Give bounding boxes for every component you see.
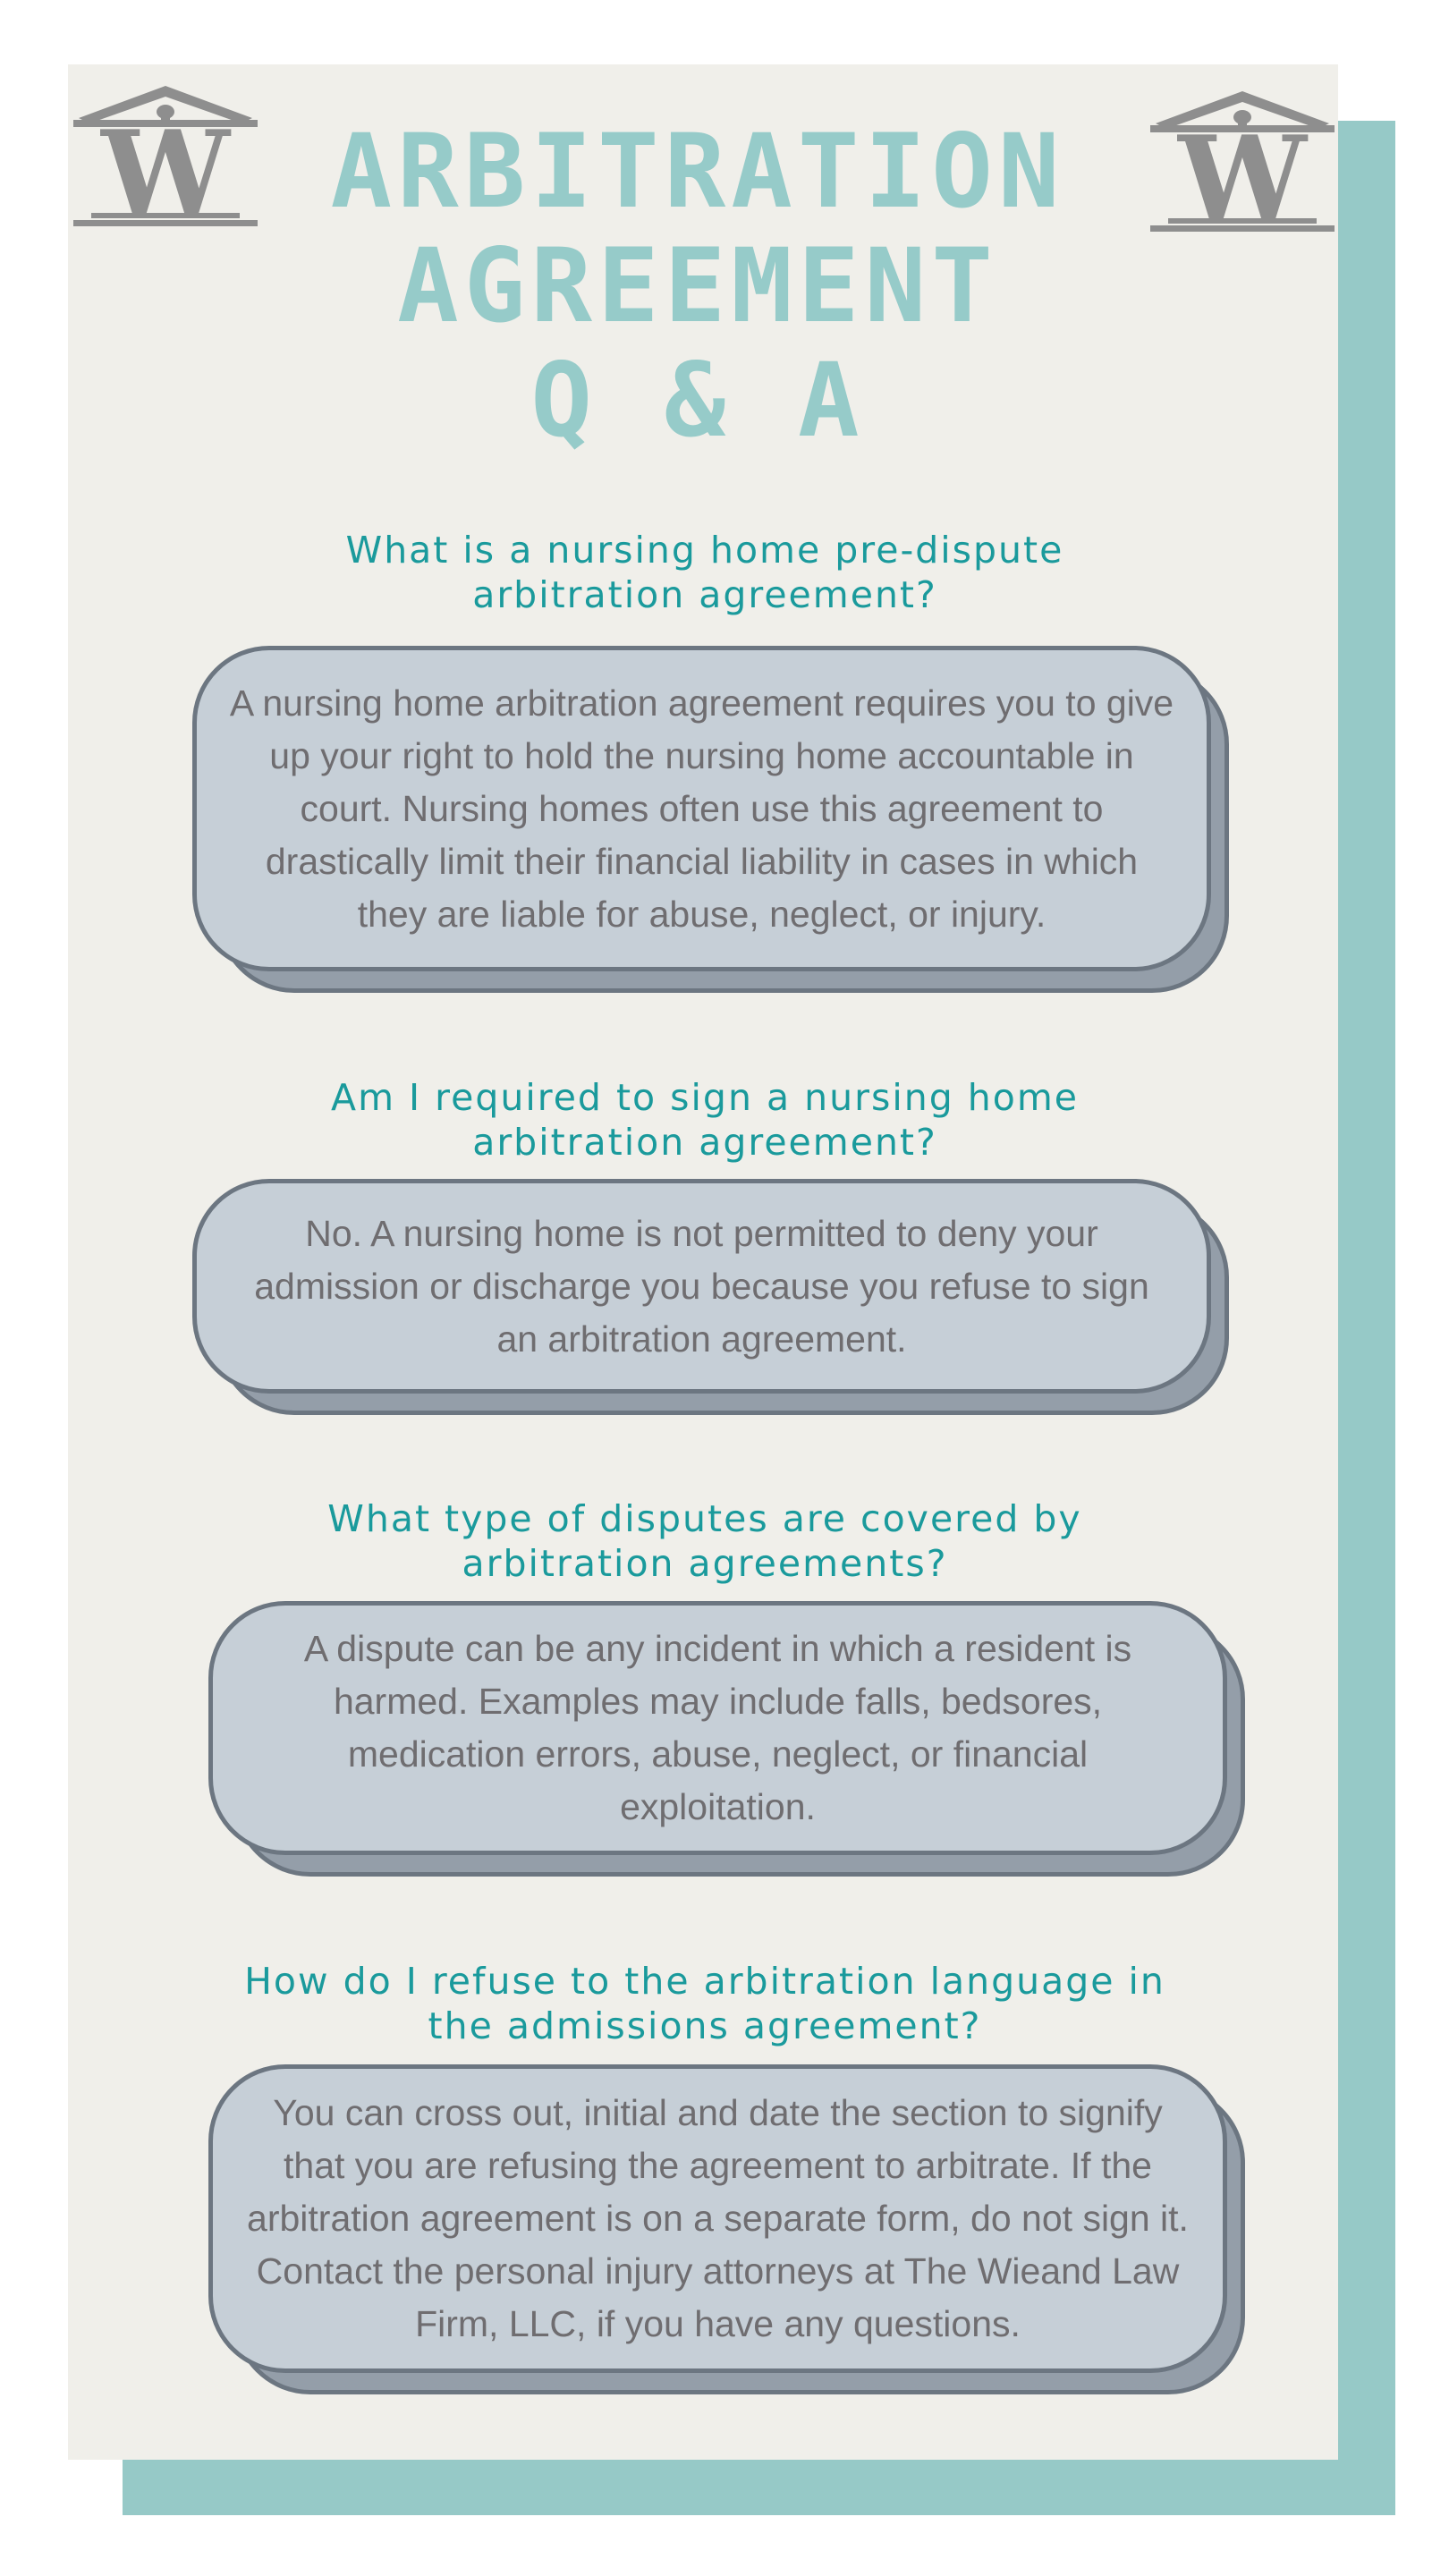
answer-bubble-2 (192, 1179, 1211, 1394)
bubble-face (192, 1179, 1211, 1394)
question-line: arbitration agreements? (462, 1542, 948, 1585)
answer-bubble-1 (192, 646, 1211, 971)
question-4 (168, 1959, 1241, 2048)
logo-letter: W (101, 106, 230, 234)
answer-bubble-4 (208, 2064, 1227, 2373)
question-line: How do I refuse to the arbitration language in (244, 1960, 1165, 2003)
answer-bubble-3 (208, 1601, 1227, 1855)
title-line-1: ARBITRATION (330, 112, 1065, 231)
title-line-2: AGREEMENT (397, 226, 998, 345)
answer-text-3: A dispute can be any incident in which a resident is harmed. Examples may include falls, bedsores, medication errors, abuse, neglect, or financial exploitation. (303, 1628, 1132, 1827)
page-title (116, 114, 1279, 458)
question-1 (168, 528, 1241, 617)
question-line: What type of disputes are covered by (327, 1497, 1082, 1540)
title-line-3: Q & A (530, 341, 865, 460)
question-3 (168, 1496, 1241, 1586)
answer-text-2: No. A nursing home is not permitted to deny your admission or discharge you because you refuse to sign an arbitration agreement. (254, 1212, 1149, 1360)
question-line: arbitration agreement? (472, 573, 937, 616)
question-2 (168, 1075, 1241, 1165)
question-line: Am I required to sign a nursing home (331, 1076, 1079, 1119)
bubble-face (192, 646, 1211, 971)
bubble-face (208, 1601, 1227, 1855)
answer-text-4: You can cross out, initial and date the section to signify that you are refusing the agreement to arbitrate. If the arbitration agreement is on a separate form, do not sign it. Contact the personal injury attorneys at The Wieand Law Firm, LLC, if you have any questions. (247, 2092, 1189, 2344)
bubble-face (208, 2064, 1227, 2373)
logo-letter: W (1178, 112, 1307, 240)
question-line: the admissions agreement? (428, 2004, 982, 2047)
question-line: arbitration agreement? (472, 1121, 937, 1164)
question-line: What is a nursing home pre-dispute (345, 529, 1064, 572)
answer-text-1: A nursing home arbitration agreement requires you to give up your right to hold the nursing home accountable in court. Nursing homes often use this agreement to drastically limit their financial liability in cases in which they are liable for abuse, neglect, or injury. (229, 682, 1174, 935)
